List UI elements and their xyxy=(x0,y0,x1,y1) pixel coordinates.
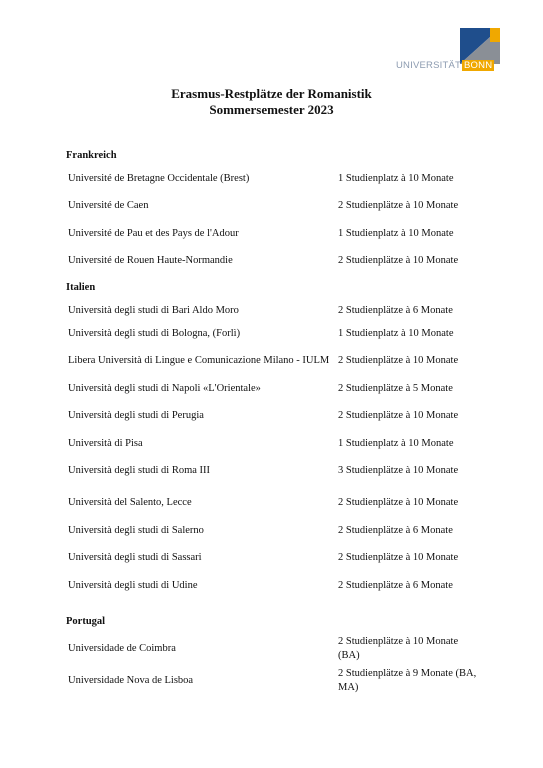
places-info: 1 Studienplatz à 10 Monate xyxy=(338,172,454,184)
places-info: 2 Studienplätze à 10 Monate xyxy=(338,497,459,508)
list-item xyxy=(62,455,482,487)
logo-mark-icon xyxy=(460,28,500,64)
logo-text-bonn: BONN xyxy=(464,60,493,71)
university-name: Università di Pisa xyxy=(68,437,143,449)
places-info: 2 Studienplätze à 10 Monate (BA) xyxy=(338,636,459,661)
university-name: Università degli studi di Perugia xyxy=(68,410,204,421)
list-item xyxy=(62,190,482,222)
university-logo xyxy=(396,28,500,74)
list-item xyxy=(62,542,482,574)
list-item xyxy=(62,633,482,665)
university-name: Université de Caen xyxy=(68,200,149,211)
university-name: Universidade de Coimbra xyxy=(68,643,176,654)
list-item xyxy=(62,345,482,377)
list-item xyxy=(62,432,482,455)
list-item xyxy=(62,400,482,432)
logo-text-universitaet: UNIVERSITÄT xyxy=(396,60,462,71)
university-name: Università degli studi di Napoli «L'Orientale» xyxy=(68,382,261,394)
places-info: 1 Studienplatz à 10 Monate xyxy=(338,437,454,449)
university-name: Università degli studi di Salerno xyxy=(68,524,204,536)
places-info: 2 Studienplätze à 6 Monate xyxy=(338,524,453,536)
places-info: 3 Studienplätze à 10 Monate xyxy=(338,465,459,476)
list-item xyxy=(62,299,482,322)
title-line-2: Sommersemester 2023 xyxy=(209,102,334,117)
places-info: 2 Studienplätze à 10 Monate xyxy=(338,410,459,421)
university-name: Université de Bretagne Occidentale (Brest) xyxy=(68,172,250,184)
places-list xyxy=(62,145,482,697)
university-name: Università del Salento, Lecce xyxy=(68,497,192,508)
list-item xyxy=(62,665,482,697)
list-item xyxy=(62,322,482,345)
university-name: Università degli studi di Roma III xyxy=(68,465,211,476)
document-title xyxy=(0,86,543,118)
places-info: 2 Studienplätze à 5 Monate xyxy=(338,382,453,394)
places-info: 1 Studienplatz à 10 Monate xyxy=(338,227,454,239)
places-info: 2 Studienplätze à 9 Monate (BA, MA) xyxy=(338,668,477,693)
university-name: Université de Rouen Haute-Normandie xyxy=(68,255,233,266)
places-info: 2 Studienplätze à 10 Monate xyxy=(338,200,459,211)
logo-wordmark xyxy=(396,60,500,71)
university-name: Universidade Nova de Lisboa xyxy=(68,675,194,686)
section-title-frankreich: Frankreich xyxy=(66,150,117,161)
places-info: 2 Studienplätze à 10 Monate xyxy=(338,255,459,266)
section-title-portugal: Portugal xyxy=(66,616,106,627)
list-item xyxy=(62,377,482,400)
university-name: Libera Università di Lingue e Comunicazione Milano - IULM xyxy=(68,355,330,366)
section-spacer xyxy=(62,597,482,611)
university-name: Università degli studi di Bari Aldo Moro xyxy=(68,304,239,316)
places-info: 1 Studienplatz à 10 Monate xyxy=(338,327,454,339)
list-item xyxy=(62,574,482,597)
university-name: Università degli studi di Bologna, (Forlì) xyxy=(68,327,241,339)
list-item xyxy=(62,245,482,277)
university-name: Università degli studi di Udine xyxy=(68,579,198,591)
university-name: Université de Pau et des Pays de l'Adour xyxy=(68,227,239,239)
list-item xyxy=(62,222,482,245)
university-name: Università degli studi di Sassari xyxy=(68,552,202,563)
section-title-italien: Italien xyxy=(66,282,96,293)
title-line-1: Erasmus-Restplätze der Romanistik xyxy=(171,86,372,101)
places-info: 2 Studienplätze à 10 Monate xyxy=(338,355,459,366)
places-info: 2 Studienplätze à 6 Monate xyxy=(338,304,453,316)
places-info: 2 Studienplätze à 6 Monate xyxy=(338,579,453,591)
places-info: 2 Studienplätze à 10 Monate xyxy=(338,552,459,563)
list-item xyxy=(62,167,482,190)
list-item xyxy=(62,487,482,519)
list-item xyxy=(62,519,482,542)
